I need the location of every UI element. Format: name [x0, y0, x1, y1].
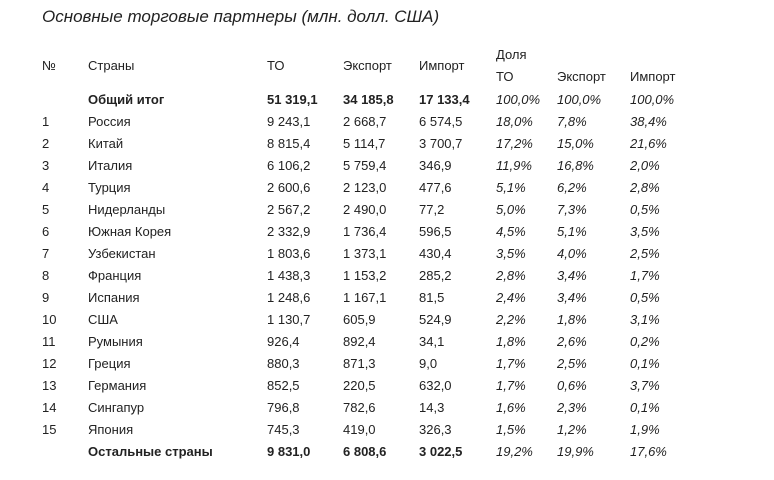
row-share-import: 0,5% [630, 289, 660, 305]
table-row [0, 352, 700, 374]
row-share-export: 3,4% [557, 267, 587, 283]
row-export: 1 736,4 [343, 223, 387, 239]
row-export: 1 153,2 [343, 267, 387, 283]
header-share-export: Экспорт [557, 69, 606, 84]
row-share-to: 2,8% [496, 267, 526, 283]
row-import: 524,9 [419, 311, 452, 327]
row-share-export: 7,8% [557, 113, 587, 129]
total-share-import: 100,0% [630, 91, 675, 107]
row-to: 1 130,7 [267, 311, 311, 327]
row-country: Узбекистан [88, 245, 156, 261]
row-no: 13 [42, 377, 57, 393]
row-share-to: 1,7% [496, 377, 526, 393]
row-share-to: 11,9% [496, 157, 532, 173]
header-share: Доля [496, 47, 527, 62]
row-no: 15 [42, 421, 57, 437]
row-export: 2 668,7 [343, 113, 387, 129]
row-share-import: 0,1% [630, 355, 660, 371]
row-to: 2 332,9 [267, 223, 311, 239]
row-share-export: 1,8% [557, 311, 587, 327]
row-no: 9 [42, 289, 50, 305]
row-share-import: 38,4% [630, 113, 667, 129]
row-country: Япония [88, 421, 134, 437]
row-to: 796,8 [267, 399, 300, 415]
row-export: 5 759,4 [343, 157, 387, 173]
row-share-import: 3,5% [630, 223, 660, 239]
row-export: 892,4 [343, 333, 376, 349]
row-export: 220,5 [343, 377, 376, 393]
total-row [0, 88, 700, 110]
row-share-export: 1,2% [557, 421, 587, 437]
row-export: 782,6 [343, 399, 376, 415]
row-import: 326,3 [419, 421, 452, 437]
row-to: 926,4 [267, 333, 300, 349]
row-import: 477,6 [419, 179, 452, 195]
row-import: 596,5 [419, 223, 452, 239]
row-share-export: 2,5% [557, 355, 587, 371]
table-row [0, 220, 700, 242]
others-share-to: 19,2% [496, 443, 533, 459]
table-row [0, 374, 700, 396]
header-country: Страны [88, 58, 135, 73]
row-share-export: 6,2% [557, 179, 587, 195]
row-share-to: 3,5% [496, 245, 526, 261]
page-title: Основные торговые партнеры (млн. долл. США) [42, 7, 440, 26]
row-no: 7 [42, 245, 50, 261]
row-share-import: 1,7% [630, 267, 660, 283]
header-no: № [42, 58, 56, 73]
row-share-to: 2,2% [496, 311, 526, 327]
row-import: 14,3 [419, 399, 445, 415]
total-no-cell [0, 88, 88, 110]
row-country: Турция [88, 179, 131, 195]
row-country: Китай [88, 135, 124, 151]
row-share-export: 4,0% [557, 245, 587, 261]
row-share-to: 1,8% [496, 333, 526, 349]
row-no: 1 [42, 113, 50, 129]
row-country: Франция [88, 267, 142, 283]
row-country: США [88, 311, 118, 327]
row-share-export: 7,3% [557, 201, 587, 217]
table-row [0, 242, 700, 264]
row-import: 3 700,7 [419, 135, 463, 151]
row-export: 1 167,1 [343, 289, 387, 305]
header-to: ТО [267, 58, 285, 73]
row-no: 11 [42, 333, 56, 349]
table-row [0, 264, 700, 286]
row-export: 2 123,0 [343, 179, 387, 195]
row-import: 6 574,5 [419, 113, 463, 129]
row-no: 3 [42, 157, 50, 173]
row-share-export: 0,6% [557, 377, 587, 393]
row-to: 852,5 [267, 377, 300, 393]
header-export: Экспорт [343, 58, 392, 73]
row-share-export: 2,6% [557, 333, 587, 349]
row-import: 632,0 [419, 377, 452, 393]
total-to: 51 319,1 [267, 91, 318, 107]
table-row [0, 286, 700, 308]
row-country: Россия [88, 113, 131, 129]
row-share-export: 16,8% [557, 157, 594, 173]
row-export: 2 490,0 [343, 201, 387, 217]
table-row [0, 330, 700, 352]
row-share-import: 3,7% [630, 377, 660, 393]
row-country: Италия [88, 157, 133, 173]
row-share-import: 21,6% [630, 135, 667, 151]
total-label: Общий итог [88, 91, 165, 107]
row-share-to: 5,0% [496, 201, 526, 217]
row-to: 2 567,2 [267, 201, 311, 217]
row-country: Испания [88, 289, 140, 305]
total-export: 34 185,8 [343, 91, 394, 107]
row-country: Сингапур [88, 399, 145, 415]
row-to: 1 248,6 [267, 289, 311, 305]
row-share-export: 2,3% [557, 399, 587, 415]
row-share-import: 1,9% [630, 421, 660, 437]
row-share-export: 3,4% [557, 289, 587, 305]
row-to: 6 106,2 [267, 157, 311, 173]
row-to: 2 600,6 [267, 179, 311, 195]
row-share-export: 5,1% [557, 223, 587, 239]
row-no: 2 [42, 135, 50, 151]
row-no: 8 [42, 267, 50, 283]
row-share-import: 2,8% [630, 179, 660, 195]
others-to: 9 831,0 [267, 443, 311, 459]
row-country: Греция [88, 355, 131, 371]
row-to: 880,3 [267, 355, 300, 371]
row-share-export: 15,0% [557, 135, 594, 151]
total-share-export: 100,0% [557, 91, 602, 107]
table-row [0, 396, 700, 418]
row-import: 346,9 [419, 157, 452, 173]
table-row [0, 198, 700, 220]
row-country: Нидерланды [88, 201, 166, 217]
others-no-cell [0, 440, 88, 462]
row-share-to: 1,7% [496, 355, 526, 371]
others-import: 3 022,5 [419, 443, 463, 459]
others-export: 6 808,6 [343, 443, 387, 459]
row-share-to: 18,0% [496, 113, 533, 129]
row-country: Германия [88, 377, 147, 393]
row-export: 871,3 [343, 355, 376, 371]
others-share-export: 19,9% [557, 443, 594, 459]
header-import: Импорт [419, 58, 465, 73]
row-import: 34,1 [419, 333, 445, 349]
row-share-to: 17,2% [496, 135, 533, 151]
row-import: 77,2 [419, 201, 445, 217]
row-import: 285,2 [419, 267, 452, 283]
table-row [0, 110, 700, 132]
row-no: 4 [42, 179, 50, 195]
row-export: 605,9 [343, 311, 376, 327]
table-row [0, 418, 700, 440]
row-to: 9 243,1 [267, 113, 311, 129]
row-share-to: 1,5% [496, 421, 526, 437]
row-import: 430,4 [419, 245, 452, 261]
row-share-import: 0,1% [630, 399, 660, 415]
row-no: 10 [42, 311, 57, 327]
row-share-import: 0,2% [630, 333, 660, 349]
row-to: 1 803,6 [267, 245, 311, 261]
header-share-to: ТО [496, 69, 514, 84]
others-row [0, 440, 700, 462]
others-share-import: 17,6% [630, 443, 667, 459]
row-share-to: 4,5% [496, 223, 526, 239]
row-no: 12 [42, 355, 57, 371]
total-share-to: 100,0% [496, 91, 541, 107]
row-share-to: 5,1% [496, 179, 526, 195]
row-to: 1 438,3 [267, 267, 311, 283]
row-export: 1 373,1 [343, 245, 387, 261]
row-no: 5 [42, 201, 50, 217]
row-import: 81,5 [419, 289, 445, 305]
row-no: 14 [42, 399, 57, 415]
row-no: 6 [42, 223, 50, 239]
header-share-import: Импорт [630, 69, 676, 84]
row-import: 9,0 [419, 355, 438, 371]
row-share-import: 2,5% [630, 245, 660, 261]
table-row [0, 176, 700, 198]
row-to: 8 815,4 [267, 135, 311, 151]
trade-partners-table [0, 88, 700, 462]
row-share-to: 1,6% [496, 399, 526, 415]
row-country: Румыния [88, 333, 143, 349]
total-import: 17 133,4 [419, 91, 470, 107]
row-share-import: 0,5% [630, 201, 660, 217]
row-export: 419,0 [343, 421, 376, 437]
row-share-import: 2,0% [630, 157, 660, 173]
row-share-to: 2,4% [496, 289, 526, 305]
table-row [0, 308, 700, 330]
table-row [0, 154, 700, 176]
others-label: Остальные страны [88, 443, 213, 459]
table-row [0, 132, 700, 154]
row-country: Южная Корея [88, 223, 172, 239]
row-share-import: 3,1% [630, 311, 660, 327]
row-export: 5 114,7 [343, 135, 386, 151]
row-to: 745,3 [267, 421, 300, 437]
